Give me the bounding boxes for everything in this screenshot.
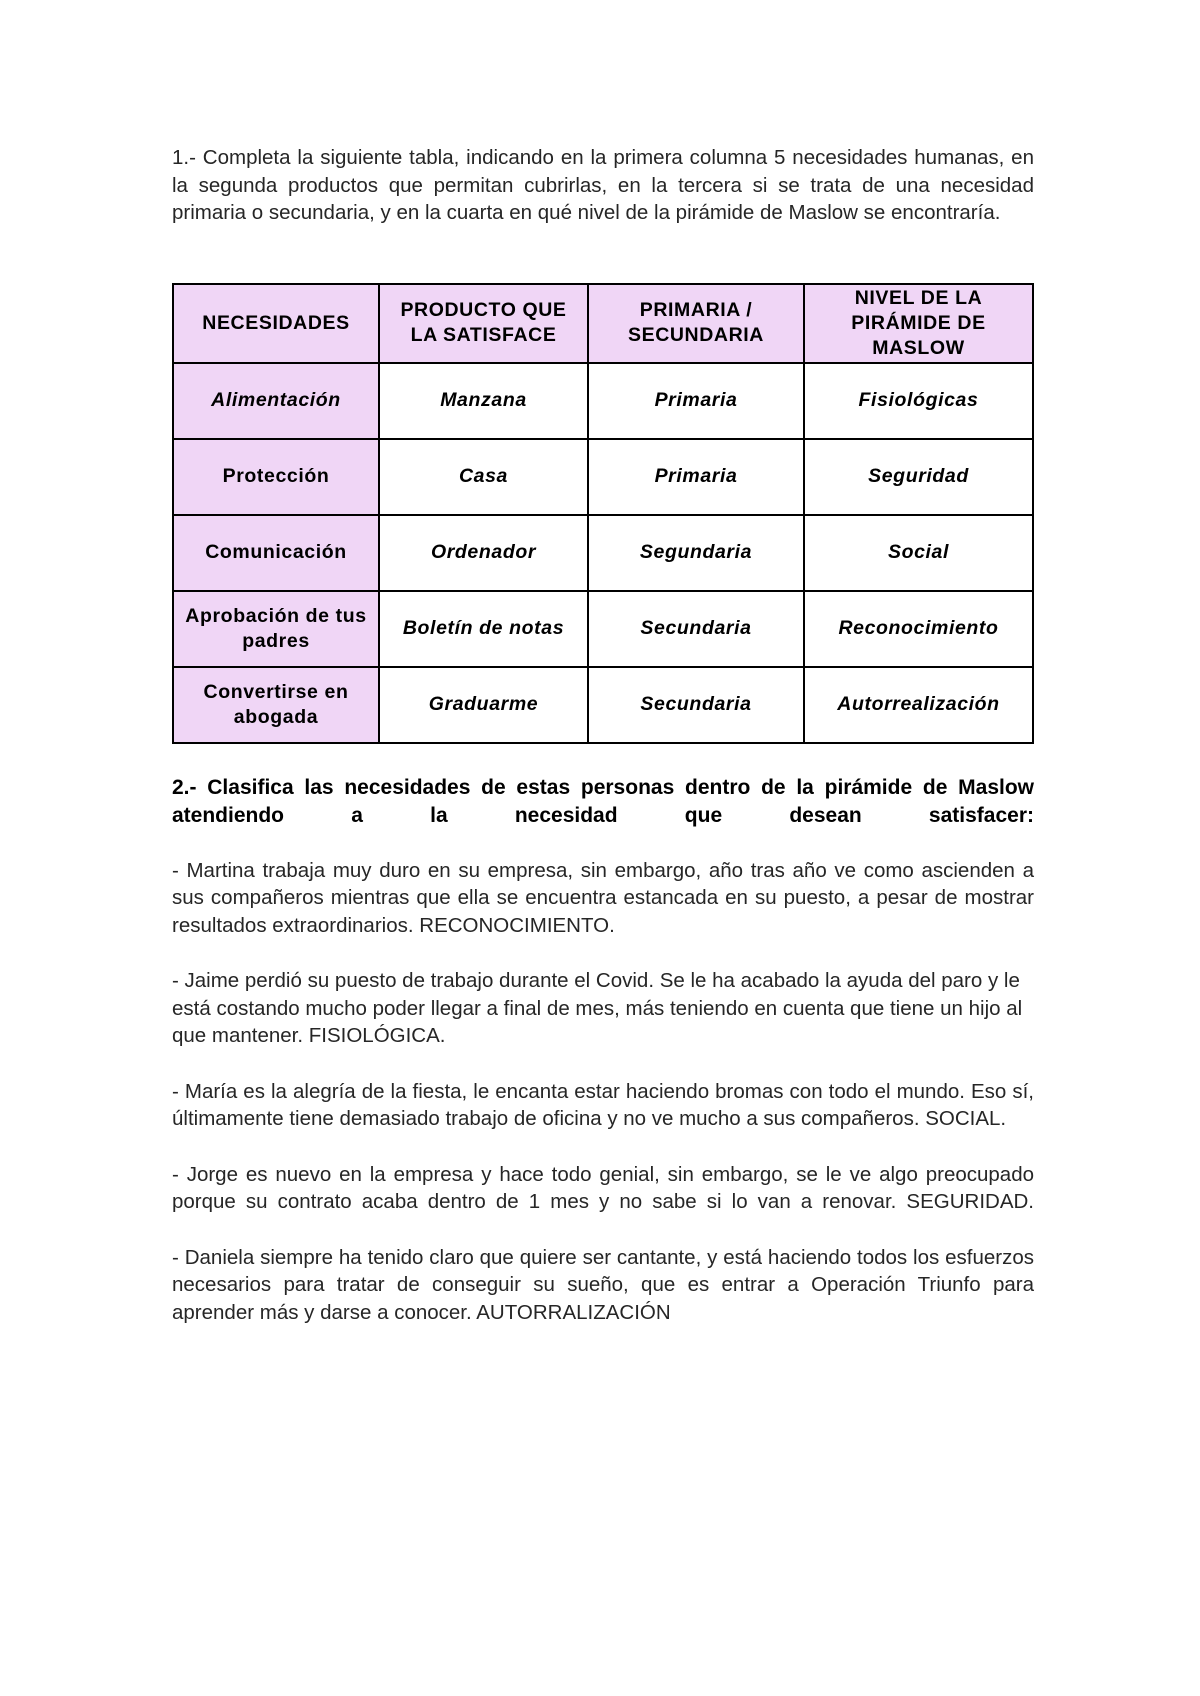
cell-necesidad: Aprobación de tus padres [173, 591, 379, 667]
table-row [173, 667, 1033, 743]
cell-tipo: Secundaria [588, 591, 804, 667]
cell-tipo: Segundaria [588, 515, 804, 591]
case-paragraph-martina: - Martina trabaja muy duro en su empresa, sin embargo, año tras año ve como ascienden a sus compañeros mientras que ella se encuentra estancada en su puesto, a pesar de mostrar resultados extraordinarios. RECONOCIMIENTO. [172, 858, 1034, 937]
cell-producto: Manzana [379, 363, 588, 439]
question-1-text: 1.- Completa la siguiente tabla, indicando en la primera columna 5 necesidades humanas, en la segunda productos que permitan cubrirlas, en la tercera si se trata de una necesidad primaria o secundaria, y en la cuarta en qué nivel de la pirámide de Maslow se encontraría. [172, 146, 1034, 224]
cell-tipo: Primaria [588, 363, 804, 439]
header-necesidades: NECESIDADES [173, 284, 379, 363]
cell-necesidad: Protección [173, 439, 379, 515]
document-page [172, 144, 1034, 1326]
question-2-title: 2.- Clasifica las necesidades de estas personas dentro de la pirámide de Maslow atendiendo a la necesidad que desean satisfacer: [172, 775, 1034, 827]
cell-producto: Casa [379, 439, 588, 515]
table-header-row [173, 284, 1033, 363]
cell-nivel: Social [804, 515, 1033, 591]
cell-producto: Boletín de notas [379, 591, 588, 667]
cell-nivel: Reconocimiento [804, 591, 1033, 667]
cell-producto: Ordenador [379, 515, 588, 591]
cell-producto: Graduarme [379, 667, 588, 743]
case-paragraph-daniela: - Daniela siempre ha tenido claro que quiere ser cantante, y está haciendo todos los esfuerzos necesarios para tratar de conseguir su sueño, que es entrar a Operación Triunfo para aprender más y darse a conocer. AUTORRALIZACIÓN [172, 1245, 1034, 1324]
table-row [173, 515, 1033, 591]
cell-nivel: Autorrealización [804, 667, 1033, 743]
cell-necesidad: Comunicación [173, 515, 379, 591]
cell-nivel: Seguridad [804, 439, 1033, 515]
maslow-table [172, 283, 1034, 744]
cell-tipo: Secundaria [588, 667, 804, 743]
case-paragraph-maria: - María es la alegría de la fiesta, le encanta estar haciendo bromas con todo el mundo. Eso sí, últimamente tiene demasiado trabajo de oficina y no ve mucho a sus compañeros. SOCIAL. [172, 1079, 1034, 1130]
case-paragraph-jorge: - Jorge es nuevo en la empresa y hace todo genial, sin embargo, se le ve algo preocupado porque su contrato acaba dentro de 1 mes y no sabe si lo van a renovar. SEGURIDAD. [172, 1162, 1034, 1213]
case-paragraph-jaime: - Jaime perdió su puesto de trabajo durante el Covid. Se le ha acabado la ayuda del paro y le está costando mucho poder llegar a final de mes, más teniendo en cuenta que tiene un hijo al que mantener. FISIOLÓGICA. [172, 969, 1023, 1047]
table-row [173, 591, 1033, 667]
header-producto: PRODUCTO QUE LA SATISFACE [379, 284, 588, 363]
cell-nivel: Fisiológicas [804, 363, 1033, 439]
cell-necesidad: Convertirse en abogada [173, 667, 379, 743]
header-nivel-piramide: NIVEL DE LA PIRÁMIDE DE MASLOW [804, 284, 1033, 363]
header-primaria-secundaria: PRIMARIA / SECUNDARIA [588, 284, 804, 363]
table-row [173, 363, 1033, 439]
cell-tipo: Primaria [588, 439, 804, 515]
cell-necesidad: Alimentación [173, 363, 379, 439]
table-row [173, 439, 1033, 515]
